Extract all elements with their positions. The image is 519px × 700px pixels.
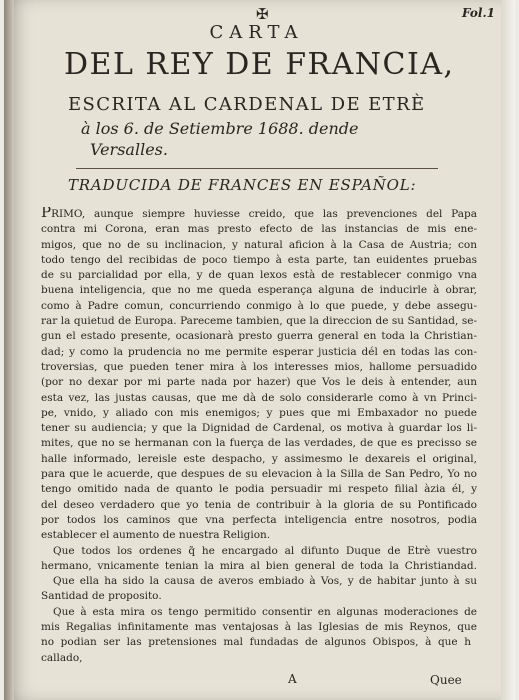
body-line: de su parcialidad por ella, y de quan lexos està de restablecer conmigo vna: [41, 269, 477, 282]
title-date: à los 6. de Setiembre 1688. dende: [81, 119, 359, 138]
body-line: establecer el aumento de nuestra Religion.: [41, 529, 271, 542]
body-line: PRIMO, aunque siempre huviesse creido, que las prevenciones del Papa: [41, 207, 477, 222]
body-line: mites, que no se hermanan con la fuerça de las verdades, de que es precisso se: [41, 437, 477, 450]
title-place: Versalles.: [90, 140, 168, 159]
folio-number: Fol.1: [462, 6, 495, 20]
body-line: para que le acuerde, que despues de su elevacion à la Silla de San Pedro, Yo no: [41, 468, 477, 481]
body-line: (por no dexar por mi parte nada por hazer) que Vos le deis à entender, aun: [41, 376, 477, 389]
body-line: como à Padre comun, concurriendo conmigo à lo que puede, y debe assegu-: [41, 299, 477, 312]
next-page-edge: [501, 0, 515, 700]
body-line: del deseo verdadero que yo tenia de contribuir à la gloria de su Pontificado: [41, 498, 477, 511]
title-rule: [76, 168, 438, 169]
body-line: todo tengo del recibidas de poco tiempo à esta parte, tan euidentes pruebas: [41, 253, 477, 266]
body-line: Que ella ha sido la causa de averos embiado à Vos, y de habitar junto à su: [53, 575, 477, 588]
body-line: hermano, vnicamente tenian la mira al bien general de toda la Christiandad.: [41, 559, 477, 572]
page-gutter: [4, 0, 14, 700]
body-line: Que todos los ordenes q̃ he encargado al difunto Duque de Etrè vuestro: [53, 544, 477, 557]
body-line: dad; y como la prudencia no me permite esperar justicia dél en todas las con-: [41, 345, 477, 358]
translation-subtitle: TRADUCIDA DE FRANCES EN ESPAÑOL:: [68, 176, 417, 194]
body-line: contra mi Corona, eran mas presto efecto de las instancias de mis ene-: [41, 223, 477, 236]
title-sub: ESCRITA AL CARDENAL DE ETRÈ: [68, 94, 426, 115]
body-line: Santidad de proposito.: [41, 590, 162, 603]
body-line: callado,: [41, 651, 83, 664]
body-line: esta vez, las justas causas, que me dà de solo considerarle como à vn Princi-: [41, 391, 477, 404]
cross-ornament-icon: ✠: [256, 5, 269, 23]
body-line: pe, vnido, y aliado con mis enemigos; y pues que mi Embaxador no puede: [41, 406, 477, 419]
body-line: tener su audiencia; y que la Dignidad de Cardenal, os motiva à guardar los li-: [41, 422, 477, 435]
body-line: troversias, que pueden tener mira à los interesses mios, hallome persuadido: [41, 360, 477, 373]
body-line: halle informado, lereisle este despacho, y assimesmo le dexareis el original,: [41, 452, 477, 465]
body-line: migos, que no de su inclinacion, y natural aficion à la Casa de Austria; con: [41, 238, 477, 251]
signature-mark: A: [288, 672, 297, 686]
catchword: Quee: [430, 673, 462, 687]
letter-body: [41, 207, 477, 666]
body-line: gun el estado presente, ocasionarà presto guerra general en toda la Christian-: [41, 330, 477, 343]
title-main: DEL REY DE FRANCIA,: [64, 47, 455, 82]
body-line: tengo omitido nada de quanto le podia persuadir mi respeto filial àzia él, y: [41, 483, 477, 496]
body-line: por todos los caminos que vna perfecta inteligencia entre nosotros, podia: [41, 513, 477, 526]
drop-cap: P: [41, 207, 52, 221]
body-line: rar la quietud de Europa. Pareceme tambien, que la direccion de su Santidad, se-: [41, 315, 477, 328]
body-line: no podian ser las pretensiones mal fundadas de algunos Obispos, à que h: [41, 636, 471, 649]
book-page: [4, 0, 515, 700]
title-carta: CARTA: [209, 22, 304, 43]
body-line: mis Regalias infinitamente mas ventajosas à las Iglesias de mis Reynos, que: [41, 621, 477, 634]
body-line: buena inteligencia, que no me queda esperança alguna de inducirle à obrar,: [41, 284, 477, 297]
body-line: Que à esta mira os tengo permitido consentir en algunas moderaciones de: [53, 605, 477, 618]
